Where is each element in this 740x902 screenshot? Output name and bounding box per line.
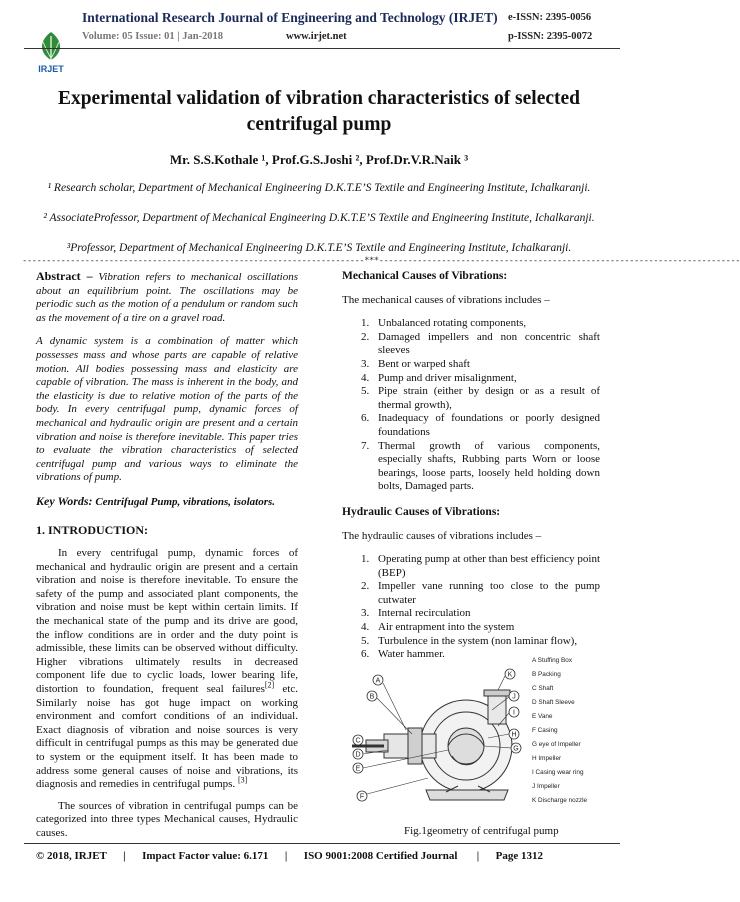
svg-text:D: D [355, 751, 361, 759]
introduction-heading: 1. INTRODUCTION: [36, 522, 149, 537]
list-item: 6. Water hammer. [372, 648, 600, 662]
hydraulic-causes-heading: Hydraulic Causes of Vibrations: [342, 505, 501, 518]
introduction-paragraph-1 [36, 547, 298, 792]
legend-k: K Discharge nozzle [532, 797, 588, 804]
legend-e: E Vane [532, 713, 553, 720]
abstract-label: Abstract – [36, 269, 93, 283]
journal-name: International Research Journal of Engineering and Technology (IRJET) [82, 10, 498, 25]
journal-website: www.irjet.net [286, 31, 347, 42]
intro-text-a: In every centrifugal pump, dynamic forces of mechanical and hydraulic origin are present and a certain vibration and noise is therefore inevitable. To ensure the safety of the pump and associated plant components, the vibration and noise must be kept within certain limits. If the mechanical state of the pump and its drive are good, the inflow conditions are in order and the duty point is admissible, these limits can be observed without difficulty. Higher vibrations ultimately results in decreased component life due to cyclic loads, lower bearing life, distortion to foundation, frequent seal failures [36, 547, 298, 696]
hydraulic-causes-list [342, 553, 600, 662]
paper-title: Experimental validation of vibration characteristics of selected centrifugal pump [57, 88, 581, 135]
legend-i: I Casing wear ring [532, 769, 584, 776]
keywords-label: Key Words: [36, 493, 93, 508]
svg-text:J: J [512, 693, 516, 701]
irjet-logo-icon [32, 30, 70, 76]
citation-2: [2] [264, 680, 275, 690]
abstract-paragraph [36, 270, 298, 325]
callout-b [367, 691, 412, 734]
keywords-text: Centrifugal Pump, vibrations, isolators. [92, 495, 276, 508]
mechanical-causes-intro: The mechanical causes of vibrations includes – [342, 293, 550, 306]
svg-text:E: E [355, 765, 361, 773]
list-item: 2. Damaged impellers and non concentric shaft sleeves [372, 331, 600, 358]
svg-text:H: H [511, 731, 517, 739]
pump-drawing [352, 690, 512, 800]
mechanical-causes-heading: Mechanical Causes of Vibrations: [342, 270, 508, 282]
svg-text:B: B [369, 693, 375, 701]
pump-diagram [348, 650, 600, 820]
legend-a: A Stuffing Box [532, 657, 573, 664]
callout-a [373, 675, 406, 730]
list-item: 7. Thermal growth of various components, especially shafts, Rubbing parts Worn or loose bearings, loose parts, loosely held holding down bolts, Damaged parts. [372, 440, 600, 494]
list-item: 4. Pump and driver misalignment, [372, 372, 600, 386]
footer-rule [24, 843, 620, 844]
legend-j: J Impeller [532, 783, 560, 790]
introduction-paragraph-2: The sources of vibration in centrifugal pumps can be categorized into three types Mechanical causes, Hydraulic causes. [36, 799, 298, 839]
mechanical-causes-list [342, 317, 600, 494]
svg-text:F: F [359, 793, 365, 801]
paper-authors: Mr. S.S.Kothale ¹, Prof.G.S.Joshi ², Prof.Dr.V.R.Naik ³ [169, 152, 469, 167]
legend-g: G eye of Impeller [532, 741, 581, 748]
left-column [36, 270, 298, 849]
list-item: 2. Impeller vane running too close to the pump cutwater [372, 580, 600, 607]
right-column [342, 270, 600, 674]
legend-h: H Impeller [532, 755, 562, 762]
list-item: 3. Internal recirculation [372, 607, 600, 621]
keywords [36, 495, 298, 510]
list-item: 5. Pipe strain (either by design or as a result of thermal growth), [372, 385, 600, 412]
svg-text:A: A [375, 677, 381, 685]
list-item: 3. Bent or warped shaft [372, 358, 600, 372]
hydraulic-causes-intro: The hydraulic causes of vibrations includes – [342, 529, 542, 542]
abstract-paragraph-2: A dynamic system is a combination of matter which possesses mass and whose parts are capable of relative motion. All bodies possessing mass and elasticity are capable of vibration. The mass is inherent in the body, and the elasticity is due to relative motion of the parts of the body. In every centrifugal pump, dynamic forces of mechanical and hydraulic origin are present and a certain vibration and noise is therefore inevitable. This paper tries to evaluate the vibration characteristics of selected centrifugal pump and various ways to eliminate the vibrations of pump. [36, 335, 298, 484]
svg-text:IRJET: IRJET [38, 64, 64, 74]
affiliation-3: ³Professor, Department of Mechanical Engineering D.K.T.E’S Textile and Engineering Institute, Ichalkaranji. [66, 242, 572, 254]
intro-text-b: etc. Similarly noise has got huge impact on working environment and comfort conditions of an individual. Exact diagnosis of vibration and noise sources is very difficult in centrifugal pumps as this may be generated due to system or the equipment itself. It has been made to address some general causes of noise and vibrations, its diagnosis and remedies in centrifugal pumps. [36, 683, 298, 791]
list-item: 4. Air entrapment into the system [372, 621, 600, 635]
legend-c: C Shaft [532, 685, 554, 692]
figure-caption: Fig.1geometry of centrifugal pump [404, 825, 559, 837]
list-item: 5. Turbulence in the system (non laminar flow), [372, 635, 600, 649]
p-issn: p-ISSN: 2395-0072 [508, 31, 593, 42]
section-separator: -----------------------------------------------------------------------***--------------------------------------------------------------------------- [22, 256, 740, 266]
affiliation-1: ¹ Research scholar, Department of Mechanical Engineering D.K.T.E’S Textile and Engineering Institute, Ichalkaranji. [47, 182, 591, 194]
abstract-text: Vibration refers to mechanical oscillations about an equilibrium point. The oscillations may be periodic such as the motion of a pendulum or random such as the movement of a tire on a gravel road. [36, 271, 298, 324]
affiliation-2: ² AssociateProfessor, Department of Mechanical Engineering D.K.T.E’S Textile and Engineering Institute, Ichalkaranji. [43, 212, 595, 224]
list-item: 6. Inadequacy of foundations or poorly designed foundations [372, 412, 600, 439]
e-issn: e-ISSN: 2395-0056 [508, 12, 592, 23]
header-rule [24, 48, 620, 49]
volume-issue: Volume: 05 Issue: 01 | Jan-2018 [82, 31, 224, 42]
list-item: 1. Operating pump at other than best efficiency point (BEP) [372, 553, 600, 580]
list-item: 1. Unbalanced rotating components, [372, 317, 600, 331]
page-footer: © 2018, IRJET | Impact Factor value: 6.171 | ISO 9001:2008 Certified Journal | Page 1312 [36, 850, 543, 862]
legend-f: F Casing [532, 727, 558, 734]
callout-f [357, 778, 428, 801]
legend-b: B Packing [532, 671, 561, 678]
svg-text:K: K [507, 671, 513, 679]
callout-k [498, 669, 515, 690]
legend-d: D Shaft Sleeve [532, 699, 575, 706]
svg-text:I: I [513, 709, 515, 717]
svg-text:G: G [513, 745, 519, 753]
svg-text:C: C [355, 737, 361, 745]
callout-c [353, 735, 363, 745]
citation-3: [3] [237, 775, 248, 785]
